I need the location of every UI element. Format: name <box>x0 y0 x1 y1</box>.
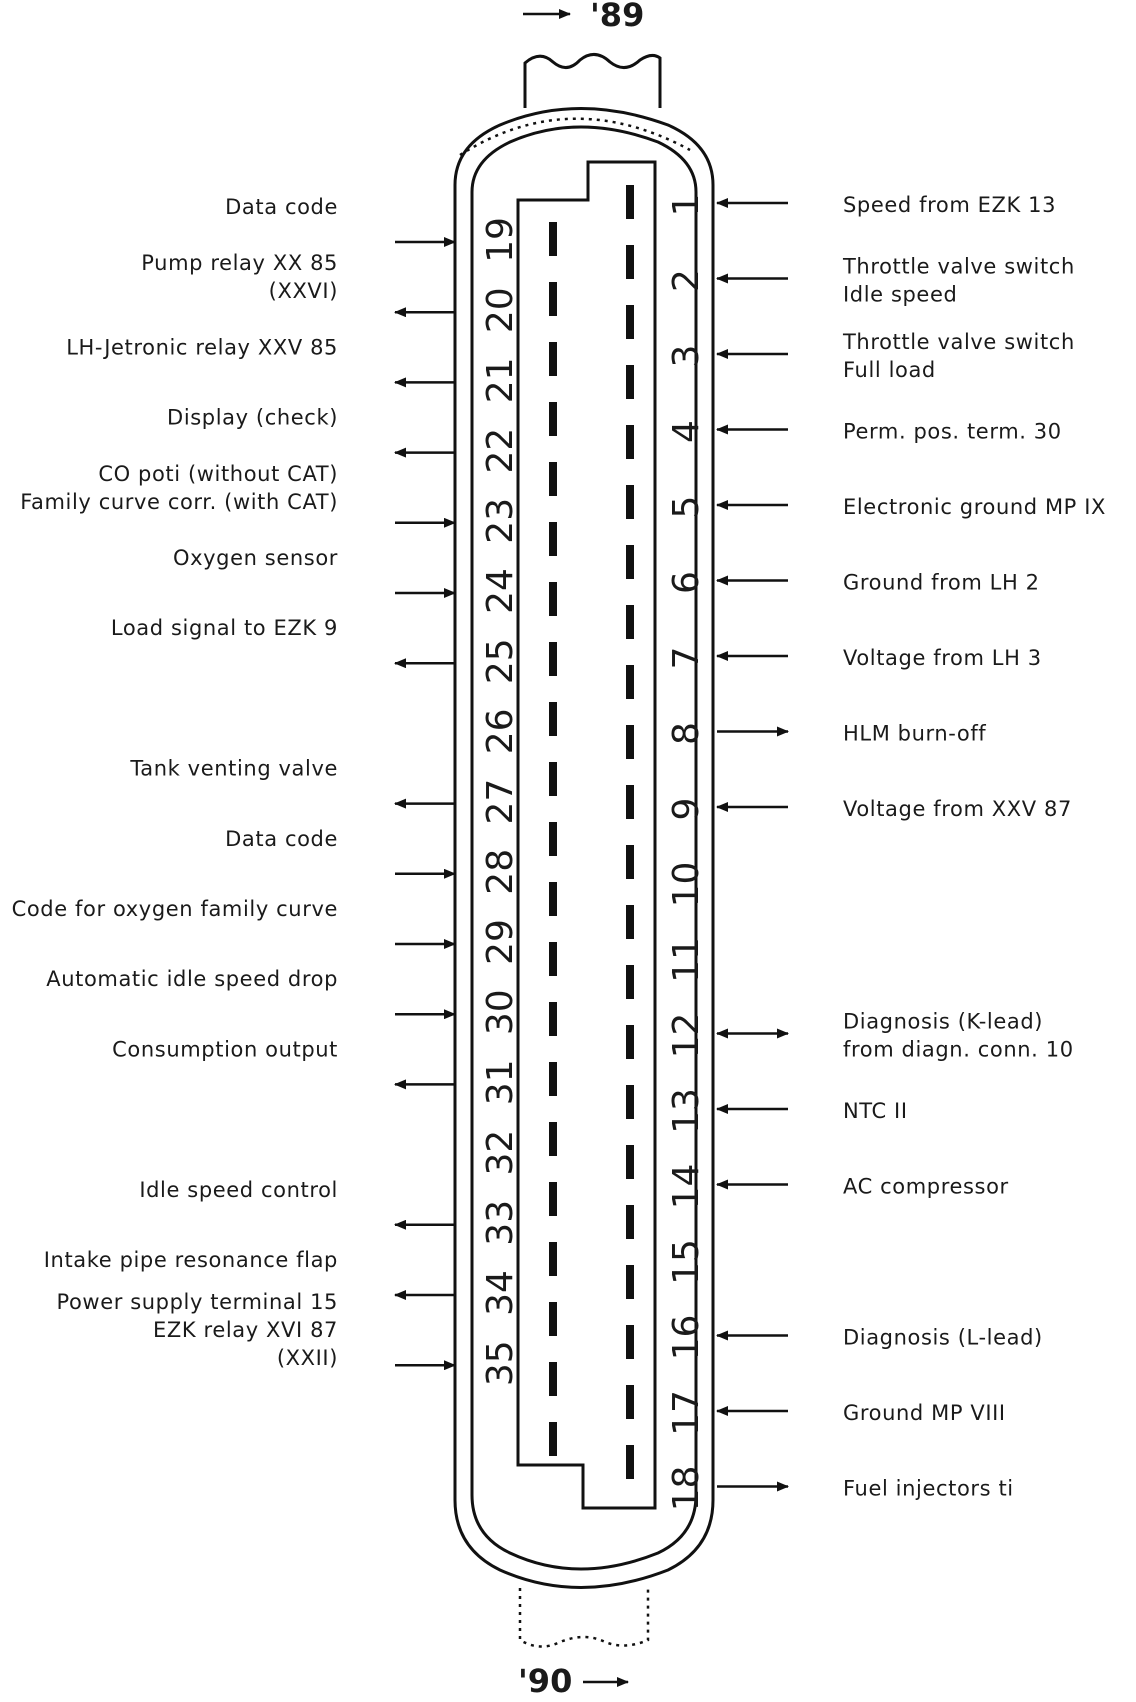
pin-block-outline <box>518 162 655 1508</box>
pin-number: 8 <box>666 722 707 745</box>
pin-number: 13 <box>666 1088 707 1134</box>
right-pin-14 <box>666 1164 1009 1210</box>
right-pin-7 <box>666 646 1042 670</box>
pin-number: 34 <box>480 1270 521 1316</box>
right-pin-18 <box>666 1466 1014 1512</box>
pin-label: (XXII) <box>276 1346 338 1371</box>
pin-number: 35 <box>480 1340 521 1387</box>
pin-number: 7 <box>666 646 707 670</box>
pin-label: Ground MP VIII <box>843 1401 1006 1425</box>
top-year-label: '89 <box>590 0 645 34</box>
pin-label: Ground from LH 2 <box>843 570 1040 595</box>
left-pin-29 <box>12 897 521 965</box>
pin-number: 15 <box>666 1239 707 1285</box>
pin-number: 23 <box>480 497 521 544</box>
pin-label: Family curve corr. (with CAT) <box>20 489 338 514</box>
pin-label: HLM burn-off <box>843 721 987 746</box>
right-pin-16 <box>666 1315 1043 1361</box>
right-pin-17 <box>666 1390 1006 1436</box>
right-pin-5 <box>666 495 1106 519</box>
left-pin-26 <box>480 708 521 754</box>
pin-label: Idle speed control <box>139 1177 338 1202</box>
left-pin-group <box>12 195 521 1386</box>
cable-stub-top <box>525 54 660 108</box>
pin-label: Throttle valve switch <box>843 254 1075 279</box>
right-pin-1 <box>666 193 1056 217</box>
pin-label: EZK relay XVI 87 <box>153 1318 338 1343</box>
left-pin-25 <box>111 616 521 684</box>
pin-label: Full load <box>843 358 936 382</box>
left-pin-20 <box>141 251 521 333</box>
pin-label: from diagn. conn. 10 <box>843 1037 1074 1062</box>
pin-label: Idle speed <box>843 282 958 307</box>
pin-number: 17 <box>666 1390 707 1436</box>
pin-number: 6 <box>666 571 707 594</box>
pin-number: 20 <box>480 287 521 334</box>
pin-number: 18 <box>666 1465 707 1512</box>
pin-number: 2 <box>666 269 707 292</box>
pin-number: 4 <box>666 420 707 443</box>
left-pin-35 <box>56 1290 521 1386</box>
pin-number: 16 <box>666 1314 707 1361</box>
pin-label: Diagnosis (K-lead) <box>843 1009 1044 1034</box>
pin-label: Data code <box>225 195 338 219</box>
left-pin-32 <box>480 1130 521 1176</box>
pin-label: Voltage from XXV 87 <box>843 797 1072 821</box>
pin-label: Data code <box>225 826 338 851</box>
pin-label: Pump relay XX 85 <box>141 251 338 276</box>
right-pin-11 <box>666 937 707 983</box>
right-pin-3 <box>666 330 1075 382</box>
left-pin-30 <box>46 967 521 1035</box>
right-pin-group <box>666 193 1106 1511</box>
pin-label: Load signal to EZK 9 <box>110 616 338 641</box>
left-pin-21 <box>66 335 521 403</box>
right-pin-6 <box>666 571 1040 595</box>
pin-label: Automatic idle speed drop <box>46 967 338 992</box>
pin-number: 26 <box>480 708 521 755</box>
pin-label: Diagnosis (L-lead) <box>843 1325 1043 1350</box>
pin-label: Code for oxygen family curve <box>11 897 338 921</box>
right-pin-12 <box>666 1010 1074 1062</box>
pin-label: Speed from EZK 13 <box>843 193 1057 217</box>
pin-number: 22 <box>480 427 521 474</box>
pin-label: NTC II <box>843 1099 908 1123</box>
pin-label: Voltage from LH 3 <box>843 646 1042 670</box>
pin-number: 30 <box>480 989 521 1036</box>
pin-number: 33 <box>480 1199 521 1246</box>
pin-number: 1 <box>666 193 707 217</box>
pin-label: Display (check) <box>167 405 338 430</box>
left-pin-23 <box>20 462 521 544</box>
pin-label: Perm. pos. term. 30 <box>843 419 1062 444</box>
left-pin-33 <box>139 1178 521 1246</box>
pin-number: 25 <box>480 638 521 685</box>
pin-label: (XXVI) <box>268 279 338 304</box>
pin-number: 5 <box>666 495 707 519</box>
left-pin-28 <box>225 827 521 895</box>
right-pin-13 <box>666 1088 908 1134</box>
pin-label: Intake pipe resonance flap <box>43 1248 338 1272</box>
pin-label: CO poti (without CAT) <box>98 461 338 486</box>
left-pin-31 <box>112 1037 521 1105</box>
bottom-year-label: '90 <box>518 1662 573 1700</box>
pin-number: 31 <box>480 1059 521 1106</box>
pin-number: 14 <box>666 1163 707 1210</box>
right-pin-4 <box>666 420 1062 444</box>
pin-label: Fuel injectors ti <box>843 1476 1014 1501</box>
pin-number: 28 <box>480 848 521 895</box>
pin-number: 19 <box>480 217 521 263</box>
pin-label: Tank venting valve <box>130 756 338 781</box>
pin-label: Consumption output <box>112 1037 338 1062</box>
year-90-marker <box>518 1662 628 1700</box>
pin-number: 11 <box>666 937 707 983</box>
right-pin-10 <box>666 862 707 908</box>
pin-number: 3 <box>666 344 707 368</box>
year-89-marker <box>523 0 644 34</box>
pin-number: 27 <box>480 778 521 825</box>
right-pin-9 <box>666 797 1072 821</box>
pin-label: Power supply terminal 15 <box>56 1290 338 1315</box>
pin-label: Throttle valve switch <box>843 330 1075 354</box>
pin-number: 12 <box>666 1012 707 1059</box>
pin-number: 32 <box>480 1129 521 1176</box>
pin-label: Oxygen sensor <box>172 546 338 570</box>
left-pin-27 <box>129 757 521 825</box>
cable-stub-bottom <box>520 1588 648 1647</box>
right-pin-2 <box>666 255 1075 307</box>
pin-number: 21 <box>480 357 521 404</box>
pin-label: Electronic ground MP IX <box>843 495 1107 519</box>
pin-number: 10 <box>666 861 707 908</box>
pin-label: LH-Jetronic relay XXV 85 <box>66 335 338 360</box>
right-pin-15 <box>666 1239 707 1285</box>
left-pin-24 <box>173 546 521 614</box>
pin-label: AC compressor <box>843 1174 1009 1199</box>
pin-number: 9 <box>666 797 707 821</box>
pin-number: 24 <box>480 568 521 614</box>
pin-number: 29 <box>480 919 521 965</box>
